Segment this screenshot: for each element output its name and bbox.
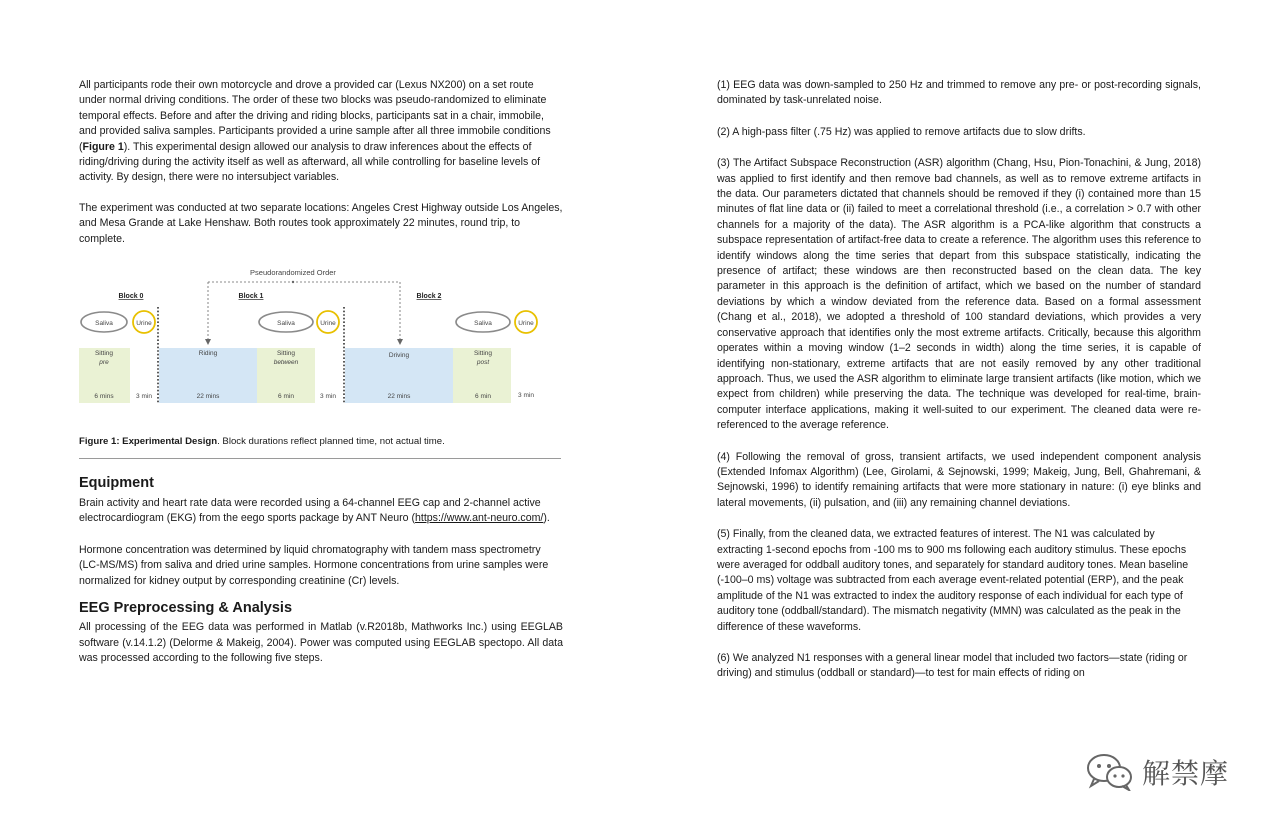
duration-post: 6 min <box>475 393 491 401</box>
saliva-label-1: Saliva <box>277 320 295 328</box>
right-column <box>717 78 1201 682</box>
step-4: (4) Following the removal of gross, transient artifacts, we used independent component analysis (Extended Infomax Algorithm) (Lee, Girolami, & Sejnowski, 1999; Makeig, Jung, Bell, Ghahremani, & Sejnowski, 1996) to identify remaining artifacts that were more stationary in nature: (i) eye blinks and lateral movements, (ii) pulsation, and (iii) any remaining channel deviations. <box>717 450 1201 509</box>
sitting-label-pre: Sitting <box>94 350 114 358</box>
duration-urine-1: 3 min <box>320 393 336 401</box>
urine-label-1: Urine <box>320 320 336 328</box>
paragraph-eeg-processing: All processing of the EEG data was performed in Matlab (v.R2018b, Mathworks Inc.) using EEGLAB software (v.14.1.2) (Delorme & Makeig, 2004). Power was computed using EEGLAB spectopo. All data was processed according to the following five steps. <box>79 621 563 664</box>
step-1: (1) EEG data was down-sampled to 250 Hz and trimmed to remove any pre- or post-recording signals, dominated by task-unrelated noise. <box>717 79 1201 107</box>
duration-urine-0: 3 min <box>136 393 152 401</box>
saliva-label-2: Saliva <box>474 320 492 328</box>
figure-caption: Figure 1: Experimental Design. Block durations reflect planned time, not actual time. <box>79 436 445 448</box>
block0-label: Block 0 <box>118 293 144 301</box>
paragraph-locations: The experiment was conducted at two separate locations: Angeles Crest Highway outside Los Angeles, and Mesa Grande at Lake Henshaw. Both routes took approximately 22 minutes, round trip, to complete. <box>79 201 563 245</box>
urine-label-0: Urine <box>136 320 152 328</box>
step-3: (3) The Artifact Subspace Reconstruction (ASR) algorithm (Chang, Hsu, Pion-Tonachini, & Jung, 2018) was applied to first identify and then remove bad channels, as well as to remove extreme artifacts in the data. Our parameters dictated that channels should be removed if they (i) contained more than 15 minutes of flat line data or (ii) failed to meet a correlational threshold (i.e., a correlation > 0.7 with other channels for a majority of the data). The ASR algorithm is a PCA-like algorithm that constructs a subspace representation of artifact-free data to create a reference. The algorithm uses this reference to identify windows along the time series that depart from this subspace statistically, indicating the presence of artifact; these windows are then reconstructed based on the clean data. The key parameter in this approach is the definition of artifact, which we based on the number of standard deviations by which a window deviated from the reference data. Based on a formal assessment (Chang et al., 2018), we adopted a threshold of 100 standard deviations, which provides a very conservative approach that identifies only the most extreme artifacts. Critically, because this algorithm operates within a moving window (1–2 seconds in width) along the time series, it is capable of identifying non-stationary, extreme artifacts that are not easily removed by any other traditional approach. Thus, we used the ASR algorithm to eliminate large transient artifacts (like motion, which we expect from children) while preserving the data. The technique was developed for real-time, brain-computer interface applications, making it well-suited to our experiment. The cleaned data were re-referenced to the average reference. <box>717 157 1201 432</box>
saliva-label-0: Saliva <box>95 320 113 328</box>
sitting-label-post: Sitting <box>473 350 493 358</box>
duration-pre: 6 mins <box>94 393 114 401</box>
urine-label-2: Urine <box>518 320 534 328</box>
ant-neuro-link[interactable]: https://www.ant-neuro.com/ <box>415 512 544 525</box>
step-2: (2) A high-pass filter (.75 Hz) was applied to remove artifacts due to slow drifts. <box>717 125 1086 138</box>
duration-driving: 22 mins <box>387 393 411 401</box>
order-arrow-left <box>205 339 211 345</box>
watermark-text: 解禁摩 <box>1142 757 1230 790</box>
riding-label: Riding <box>198 350 218 358</box>
duration-between: 6 min <box>278 393 294 401</box>
duration-urine-2: 3 min <box>518 392 534 400</box>
block2-label: Block 2 <box>416 293 442 301</box>
left-column <box>79 78 563 666</box>
step-5: (5) Finally, from the cleaned data, we extracted features of interest. The N1 was calculated by extracting 1-second epochs from -100 ms to 900 ms following each auditory stimulus. These epochs were averaged for oddball auditory tones, and separately for standard auditory tones. Mean baseline (-100–0 ms) voltage was subtracted from each average event-related potential (ERP), and the peak amplitude of the N1 was extracted to index the auditory response of each individual for each type of auditory tone (oddball/standard). The mismatch negativity (MMN) was calculated as the peak in the difference of these waveforms. <box>717 528 1189 633</box>
duration-riding: 22 mins <box>196 393 220 401</box>
paragraph-equipment: Brain activity and heart rate data were recorded using a 64-channel EEG cap and 2-channel active electrocardiogram (EKG) from the eego sports package by ANT Neuro (https://www.ant-neuro.com/). <box>79 497 550 525</box>
paragraph-hormone: Hormone concentration was determined by liquid chromatography with tandem mass spectrometry (LC-MS/MS) from saliva and dried urine samples. Hormone concentrations from urine samples were normalized for kidney output by corresponding creatinine (Cr) levels. <box>79 543 549 587</box>
paragraph-participants: All participants rode their own motorcycle and drove a provided car (Lexus NX200) on a set route under normal driving conditions. The order of these two blocks was pseudo-randomized to eliminate temporal effects. Before and after the driving and riding blocks, participants sat in a chair, immobile, and provided saliva samples. Participants provided a urine sample after all three immobile conditions (Figure 1). This experimental design allowed our analysis to draw inferences about the effects of riding/driving during the activity itself as well as afterward, all while controlling for baseline levels of activity. By design, there were no intersubject variables. <box>79 79 551 184</box>
figure-ref: Figure 1 <box>82 140 124 153</box>
watermark <box>1086 752 1229 792</box>
experimental-design-diagram <box>79 263 563 433</box>
step-6: (6) We analyzed N1 responses with a general linear model that included two factors—state (riding or driving) and stimulus (oddball or standard)—to test for main effects of riding on <box>717 652 1188 680</box>
driving-label: Driving <box>388 352 410 360</box>
heading-equipment: Equipment <box>79 475 154 492</box>
order-bracket-center <box>292 281 294 283</box>
between-label: between <box>273 359 299 367</box>
heading-eeg-preprocessing: EEG Preprocessing & Analysis <box>79 600 293 617</box>
pre-label: pre <box>99 359 109 367</box>
order-arrow-right <box>397 339 403 345</box>
figure-experimental-design <box>79 263 563 433</box>
order-label: Pseudorandomized Order <box>250 268 336 278</box>
wechat-icon <box>1086 753 1134 791</box>
block1-label: Block 1 <box>238 293 264 301</box>
section-divider <box>79 458 561 459</box>
sitting-label-between: Sitting <box>276 350 296 358</box>
post-label: post <box>476 359 490 367</box>
